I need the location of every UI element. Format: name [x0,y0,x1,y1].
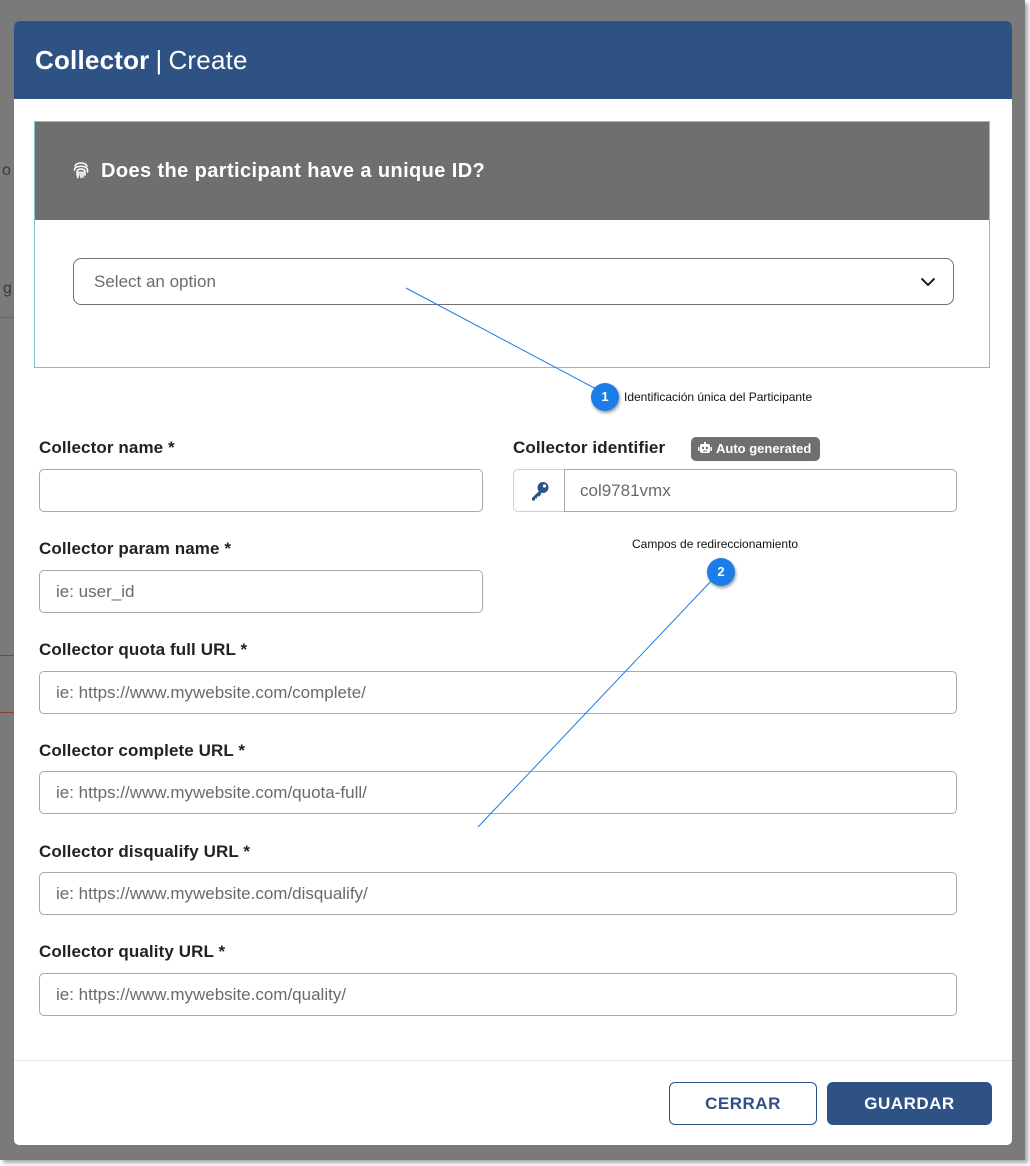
disqualify-url-input[interactable] [39,872,957,915]
collector-identifier-value: col9781vmx [564,469,957,512]
disqualify-url-label: Collector disqualify URL * [39,842,251,861]
quota-full-url-input[interactable] [39,671,957,714]
collector-name-input[interactable] [39,469,483,512]
collector-param-name-input[interactable] [39,570,483,613]
callout-marker-2: 2 [707,558,735,586]
dialog-title-entity: Collector [35,45,150,75]
callout-text-2: Campos de redireccionamiento [632,537,799,551]
background-divider [0,712,14,713]
dialog-title-action: Create [168,45,248,75]
quality-url-input[interactable] [39,973,957,1016]
background-text-fragment: o [2,162,11,179]
unique-id-select[interactable] [73,258,954,305]
complete-url-input[interactable] [39,771,957,814]
background-divider [0,317,14,318]
background-text-fragment: g [3,280,12,297]
quota-full-url-label: Collector quota full URL * [39,640,248,659]
identifier-prefix [513,469,565,512]
auto-generated-badge [691,437,820,461]
complete-url-label: Collector complete URL * [39,741,246,760]
save-button[interactable]: GUARDAR [827,1082,992,1125]
fingerprint-icon [71,125,91,145]
dialog-title-separator: | [155,45,163,75]
footer-divider [14,1060,1012,1061]
callout-text-1: Identificación única del Participante [624,390,813,404]
collector-param-name-label: Collector param name * [39,539,232,558]
quality-url-label: Collector quality URL * [39,942,226,961]
unique-id-card [34,121,990,368]
unique-id-card-header [35,122,989,220]
close-button[interactable]: CERRAR [669,1082,817,1125]
background-divider [0,655,14,656]
key-icon [529,480,551,502]
robot-icon [698,442,712,454]
collector-name-label: Collector name * [39,438,175,457]
callout-marker-1: 1 [591,383,619,411]
dialog-header [14,21,1012,99]
unique-id-question-title: Does the participant have a unique ID? [101,160,486,182]
auto-generated-badge-label: Auto generated [716,441,812,456]
unique-id-select-placeholder: Select an option [94,272,216,291]
collector-identifier-label: Collector identifier [513,438,666,457]
collector-create-dialog [14,21,1012,1145]
chevron-down-icon [920,274,936,290]
